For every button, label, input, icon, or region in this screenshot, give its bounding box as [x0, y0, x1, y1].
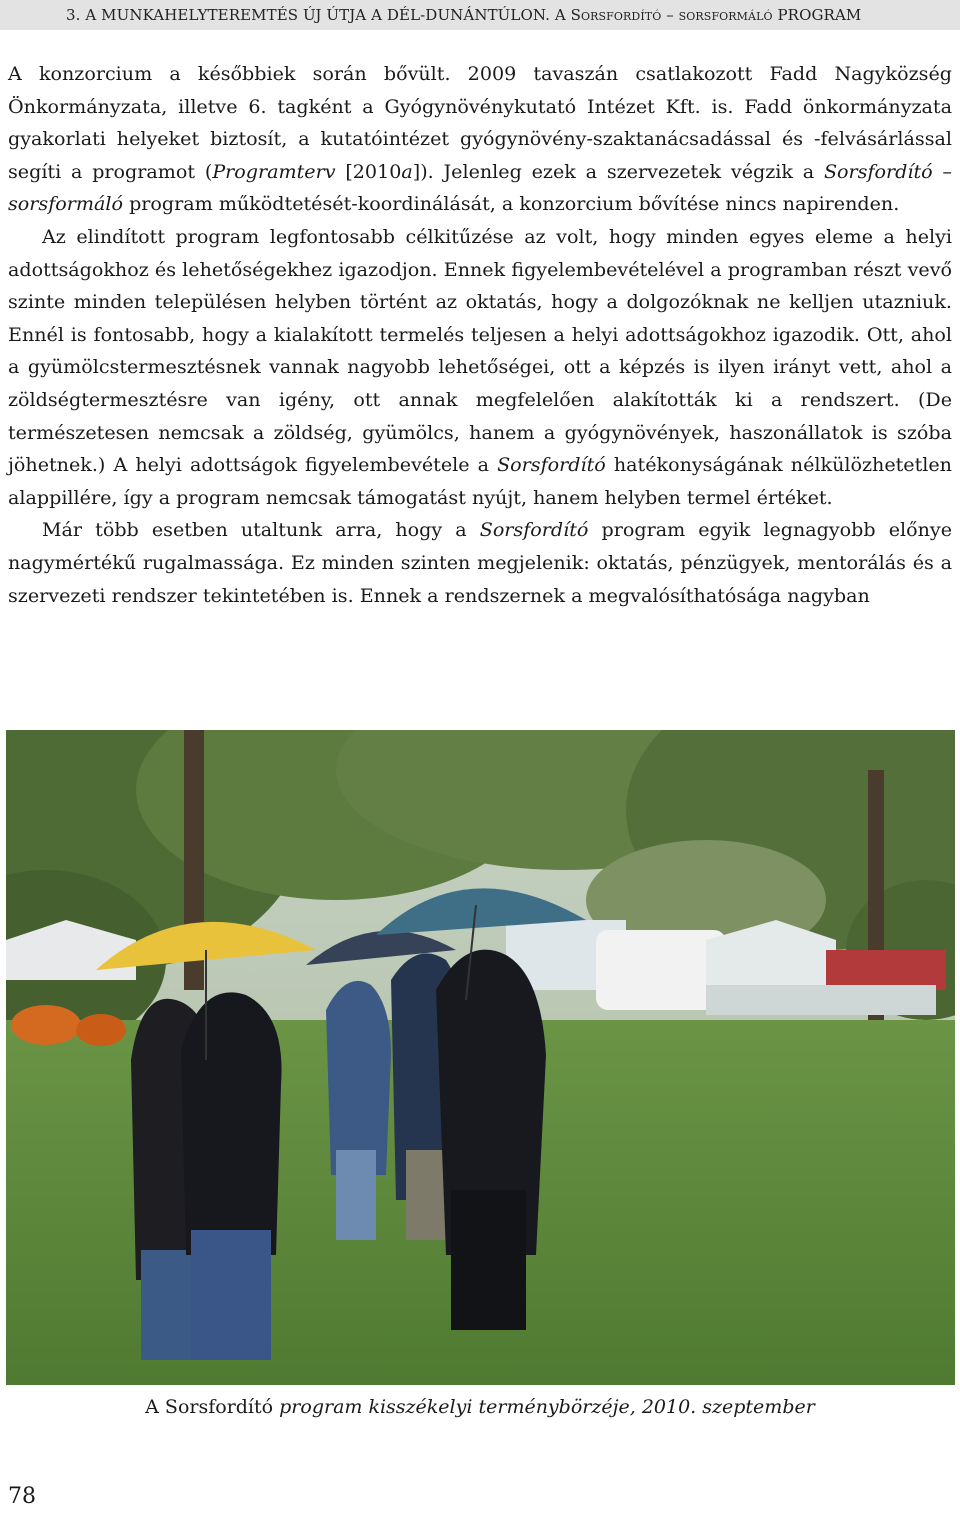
italic-text: a [401, 159, 413, 183]
page-number: 78 [8, 1484, 36, 1509]
paragraph-text: ]). Jelenleg ezek a szervezetek végzik a [412, 159, 824, 183]
italic-text: Sorsfordító [479, 518, 589, 542]
running-header [0, 0, 960, 30]
market-photo [6, 730, 955, 1385]
paragraph-text: program egyik legnagyobb előnye nagymértékű rugalmassága. Ez minden szinten megjelenik: oktatás, pénzügyek, mentorálás és a szervezeti rendszer tekintetében is. Ennek a rendszernek a megvalósíthatósága nagyban [8, 518, 952, 607]
paragraph-text: Az elindított program legfontosabb célkitűzése az volt, hogy minden egyes eleme a helyi adottságokhoz és lehetőségekhez igazodjon. Ennek figyelembevételével a programban részt vevő szinte minden településen helyben történt az oktatás, hogy a dolgozóknak ne kelljen utazniuk. Ennél is fontosabb, hogy a kialakított termelés teljesen a helyi adottságokhoz igazodik. Ott, ahol a gyümölcstermesztésnek vannak nagyobb lehetőségei, ott a képzés is ilyen irányt vett, ahol a zöldségtermesztésre van igény, ott annak megfelelően alakították ki a rendszert. (De természetesen nemcsak a zöldség, gyümölcs, hanem a gyógynövények, haszonállatok is szóba jöhetnek.) A helyi adottságok figyelembevétele a [8, 224, 952, 477]
paragraph [8, 221, 952, 514]
paragraph [8, 58, 952, 221]
body-text [8, 58, 952, 612]
italic-text: Sorsfordító [497, 453, 606, 477]
photo-caption [0, 1396, 960, 1418]
header-suffix: PROGRAM [772, 6, 862, 24]
paragraph-text: program működtetését-koordinálását, a konzorcium bővítése nincs napirenden. [123, 192, 900, 216]
paragraph [8, 514, 952, 612]
header-prefix: 3. A MUNKAHELYTEREMTÉS ÚJ ÚTJA A DÉL-DUNÁNTÚLON. A [66, 6, 571, 24]
header-program-name: Sorsfordító – sorsformáló [570, 6, 773, 24]
caption-part2: program kisszékelyi terménybörzéje, 2010. szeptember [273, 1396, 815, 1418]
italic-text: Sorsfordító – sorsformáló [8, 159, 952, 216]
italic-text: Programterv [212, 159, 336, 183]
pumpkin [11, 1005, 81, 1045]
paragraph-text: Már több esetben utaltunk arra, hogy a [42, 518, 480, 542]
pumpkin [76, 1014, 126, 1046]
caption-part1: A Sorsfordító [145, 1396, 274, 1418]
paragraph-text: hatékonyságának nélkülözhetetlen alappillére, így a program nemcsak támogatást nyújt, hanem helyben termel értéket. [8, 453, 952, 509]
paragraph-text: [2010 [335, 159, 402, 183]
paragraph-text: A konzorcium a későbbiek során bővült. 2009 tavaszán csatlakozott Fadd Nagyközség Önkormányzata, illetve 6. tagként a Gyógynövénykutató Intézet Kft. is. Fadd önkormányzata gyakorlati helyeket biztosít, a kutatóintézet gyógynövény-szaktanácsadással és -felvásárlással segíti a programot ( [8, 62, 952, 183]
